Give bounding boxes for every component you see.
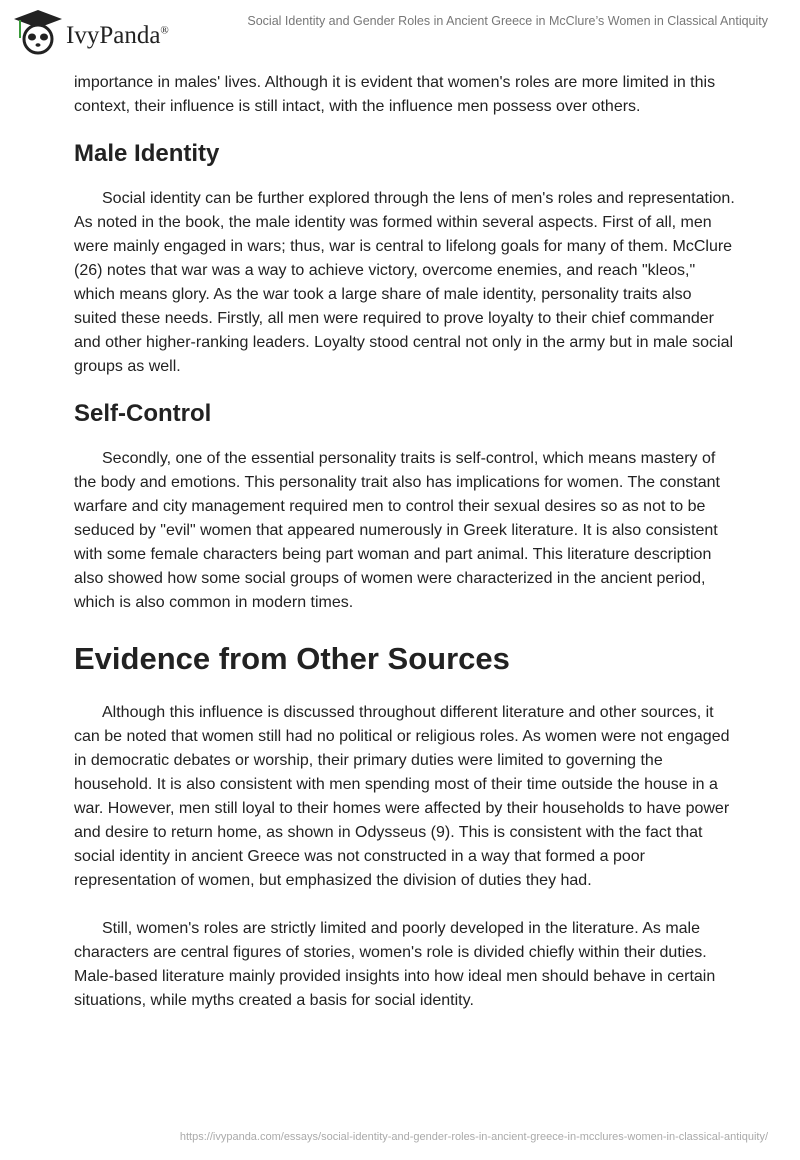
article-body xyxy=(74,71,736,1037)
paragraph: importance in males' lives. Although it is evident that women's roles are more limited in this context, their influence is still intact, with the influence men possess over others. xyxy=(74,74,716,115)
paragraph: Still, women's roles are strictly limited and poorly developed in the literature. As male characters are central figures of stories, women's role is divided chiefly within their duties. Male-based literature mainly provided insights into how ideal men should behave in certain situations, while myths created a basis for social identity. xyxy=(74,920,716,1009)
paragraph: Secondly, one of the essential personality traits is self-control, which means mastery of the body and emotions. This personality trait also has implications for women. The constant warfare and city management required men to control their sexual desires so as not to be seduced by "evil" women that appeared numerously in Greek literature. It is also consistent with some female characters being part woman and part animal. This literature description also showed how some social groups of women were characterized in the ancient period, which is also common in modern times. xyxy=(74,450,720,611)
logo-text: IvyPanda® xyxy=(66,22,169,49)
heading-evidence: Evidence from Other Sources xyxy=(74,641,510,676)
paragraph: Social identity can be further explored through the lens of men's roles and representation. As noted in the book, the male identity was formed within several aspects. First of all, men were mainly engaged in wars; thus, war is central to lifelong goals for many of them. McClure (26) notes that war was a way to achieve victory, overcome enemies, and reach "kleos," which means glory. As the war took a large share of male identity, personality traits also suited these needs. Firstly, all men were required to prove loyalty to their chief commander and other higher-ranking leaders. Loyalty stood central not only in the army but in male social groups as well. xyxy=(74,190,735,375)
paragraph: Although this influence is discussed throughout different literature and other sources, it can be noted that women still had no political or religious roles. As women were not engaged in democratic debates or worship, their primary duties were limited to governing the household. It is also consistent with men spending most of their time outside the house in a war. However, men still loyal to their homes were affected by their households to have power and desire to return home, as shown in Odysseus (9). This is consistent with the fact that social identity in ancient Greece was not constructed in a way that formed a poor representation of women, but emphasized the division of duties they had. xyxy=(74,704,730,889)
heading-male-identity: Male Identity xyxy=(74,140,220,167)
document-title: Social Identity and Gender Roles in Ancient Greece in McClure’s Women in Classical Antiquity xyxy=(247,14,768,28)
panda-graduate-icon xyxy=(12,8,64,56)
logo[interactable] xyxy=(12,8,169,56)
footer-url[interactable]: https://ivypanda.com/essays/social-identity-and-gender-roles-in-ancient-greece-in-mcclures-women-in-classical-antiquity/ xyxy=(179,1131,768,1143)
heading-self-control: Self-Control xyxy=(74,400,212,427)
